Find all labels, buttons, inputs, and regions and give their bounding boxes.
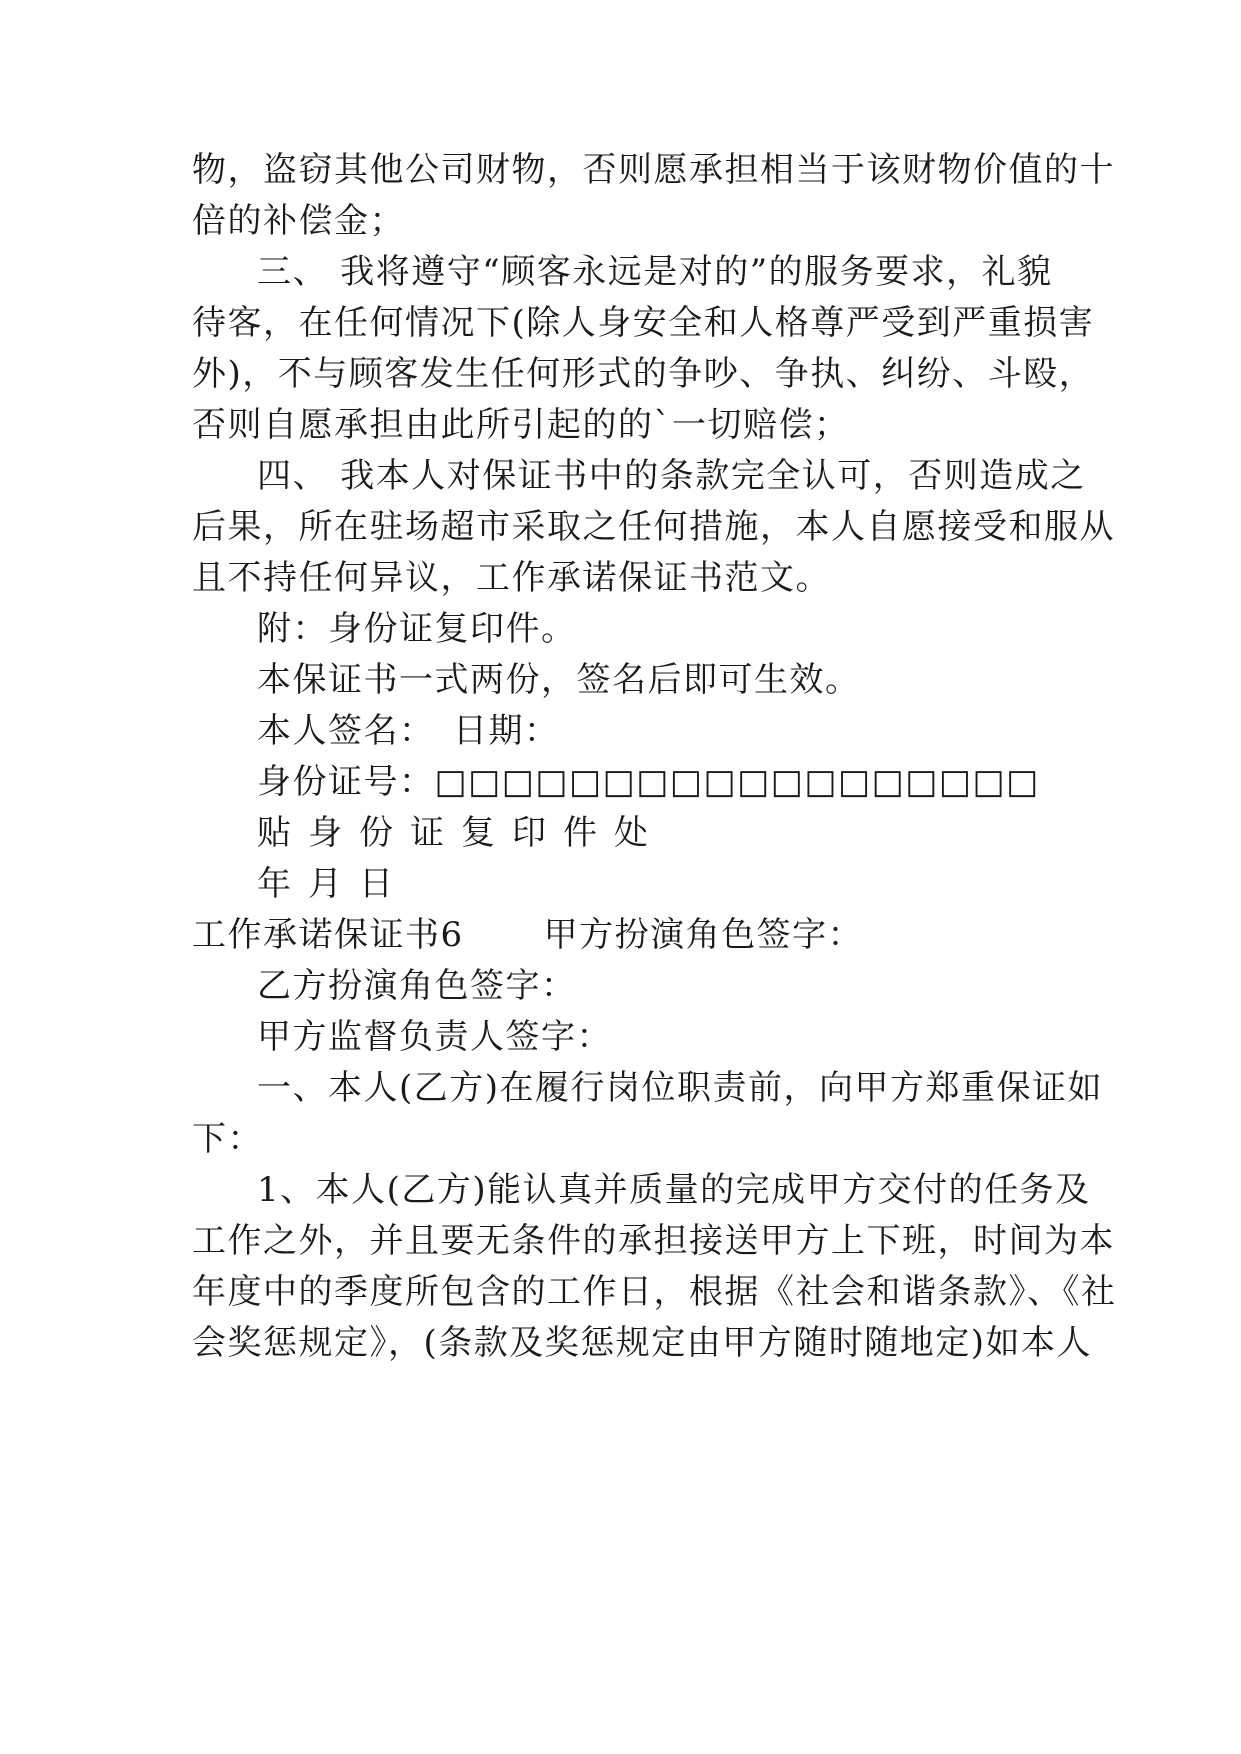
- party-a-role-signature: 甲方扮演角色签字：: [543, 915, 864, 955]
- clause-three: 三、 我将遵守“顾客永远是对的”的服务要求，礼貌: [257, 252, 1053, 292]
- text-line: 下：: [192, 1119, 263, 1159]
- section-heading-line: [192, 915, 863, 955]
- text-line: 后果，所在驻场超市采取之任何措施，本人自愿接受和服从: [192, 507, 1115, 547]
- text-line: 年度中的季度所包含的工作日，根据《社会和谐条款》、《社: [192, 1272, 1117, 1312]
- party-b-role-signature: 乙方扮演角色签字：: [257, 966, 577, 1006]
- clause-one-heading: 一、本人(乙方)在履行岗位职责前，向甲方郑重保证如: [257, 1068, 1104, 1108]
- text-line: 倍的补偿金；: [192, 201, 405, 241]
- item-one: 1、本人(乙方)能认真并质量的完成甲方交付的任务及: [257, 1170, 1091, 1210]
- text-line: 工作之外，并且要无条件的承担接送甲方上下班，时间为本: [192, 1221, 1115, 1261]
- text-line: 且不持任何异议，工作承诺保证书范文。: [192, 558, 831, 598]
- text-line: 待客，在任何情况下(除人身安全和人格尊严受到严重损害: [192, 303, 1095, 343]
- text-line: 否则自愿承担由此所引起的的`一切赔偿；: [192, 405, 850, 445]
- text-line: 会奖惩规定》，(条款及奖惩规定由甲方随时随地定)如本人: [192, 1323, 1093, 1363]
- section-title: 工作承诺保证书6: [192, 915, 464, 955]
- text-line: 外)，不与顾客发生任何形式的争吵、争执、纠纷、斗殴，: [192, 354, 1095, 394]
- signature-date-line: 本人签名： 日期：: [257, 711, 560, 751]
- date-line: 年月日: [257, 864, 410, 904]
- clause-four: 四、 我本人对保证书中的条款完全认可，否则造成之: [257, 456, 1086, 496]
- attachment-note: 附：身份证复印件。: [257, 609, 577, 649]
- supervisor-signature: 甲方监督负责人签字：: [257, 1017, 612, 1057]
- id-copy-placeholder: 贴身份证复印件处: [257, 813, 665, 853]
- id-number-line: 身份证号：□□□□□□□□□□□□□□□□□□: [257, 762, 1040, 802]
- copies-note: 本保证书一式两份，签名后即可生效。: [257, 660, 861, 700]
- text-line: 物，盗窃其他公司财物，否则愿承担相当于该财物价值的十: [192, 150, 1115, 190]
